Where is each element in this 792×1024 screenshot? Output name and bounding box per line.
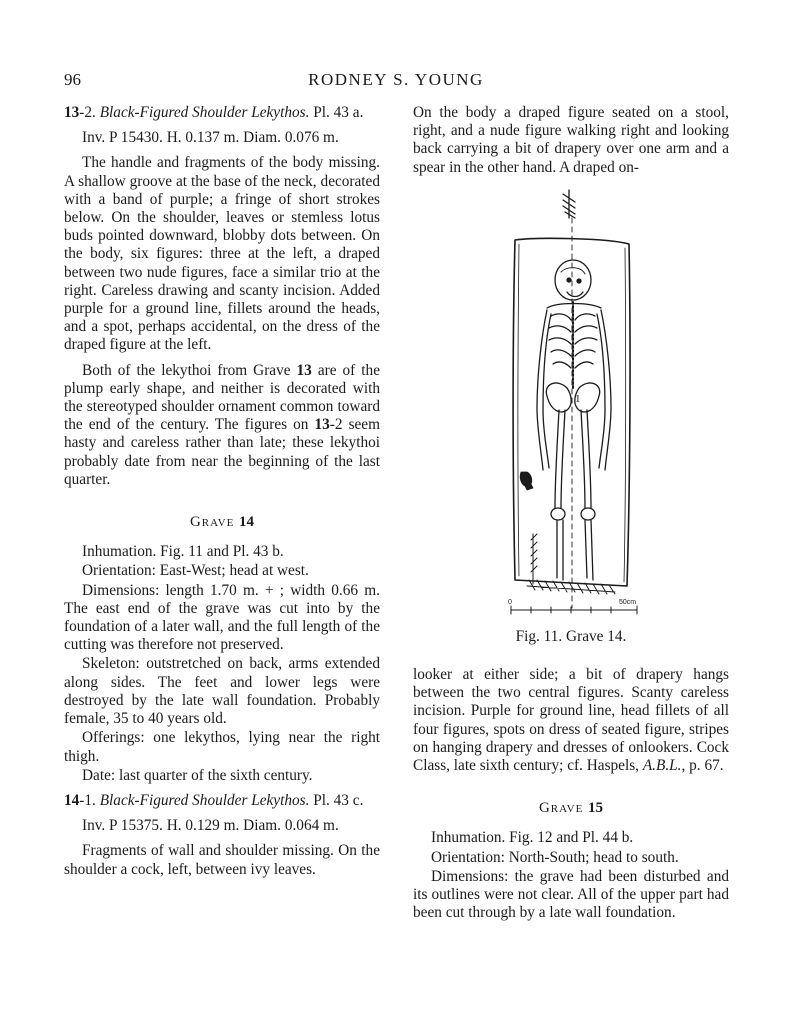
grave-14-heading — [64, 513, 380, 531]
grave-15-heading — [413, 799, 729, 817]
grave-15-dimensions: Dimensions: the grave had been disturbed and its outlines were not clear. All of the upper part had been cut through by a late wall foundation. — [413, 867, 729, 922]
grave-14-date: Date: last quarter of the sixth century. — [82, 766, 313, 784]
discussion-item-ref-suffix: -2 — [329, 416, 343, 434]
item-14-1-continuation — [413, 666, 729, 775]
item-13-2-heading — [64, 104, 380, 122]
grave-14-dimensions: Dimensions: length 1.70 m. + ; width 0.66 m. The east end of the grave was cut into by the foundation of a later wall, and the full length of the cutting was therefore not preserved. — [64, 581, 380, 654]
femur-left — [587, 410, 591, 508]
grave-15-heading-word: Grave — [538, 800, 584, 817]
scale-end-label: 50cm — [619, 599, 637, 606]
item-14-1-title: Black-Figured Shoulder Lekythos. — [99, 791, 310, 809]
grave-plan-svg — [497, 188, 647, 618]
discussion-part-3: seem hasty and careless rather than late; these lekythoi probably date from near the beginning of the last quarter. — [64, 416, 380, 488]
left-column — [64, 104, 380, 886]
wall-top — [563, 190, 575, 218]
item-14-1-suffix: -1. — [79, 791, 96, 809]
grave-14-heading-word: Grave — [189, 514, 235, 531]
skull — [555, 260, 591, 300]
figure-11-caption: Fig. 11. Grave 14. — [515, 628, 627, 645]
item-14-1-inventory: Inv. P 15375. H. 0.129 m. Diam. 0.064 m. — [82, 817, 339, 835]
grave-14-skeleton: Skeleton: outstretched on back, arms extended along sides. The feet and lower legs were destroyed by the late wall foundation. Probably female, 35 to 40 years old. — [64, 655, 380, 728]
grave-14-inhumation: Inhumation. Fig. 11 and Pl. 43 b. — [82, 543, 284, 561]
grave-14-drawing — [497, 188, 647, 618]
item-13-2-inventory: Inv. P 15430. H. 0.137 m. Diam. 0.076 m. — [82, 129, 339, 147]
continuation-ref: A.B.L. — [642, 757, 682, 775]
item-13-2-title: Black-Figured Shoulder Lekythos. — [99, 104, 310, 121]
femur-right — [555, 410, 559, 508]
item-13-2-id: 13 — [64, 104, 80, 121]
grave-14-orientation: Orientation: East-West; head at west. — [82, 562, 309, 580]
pelvis — [546, 383, 571, 412]
skeleton-numeral: 1 — [575, 393, 581, 405]
scale-bar — [511, 606, 637, 614]
discussion-part-1: Both of the lekythoi from Grave — [82, 361, 297, 379]
item-13-2-plate: Pl. 43 a. — [313, 104, 364, 121]
scale-zero-label: 0 — [508, 599, 512, 606]
discussion-item-ref: 13 — [314, 416, 330, 434]
item-13-1-continuation: On the body a draped figure seated on a stool, right, and a nude figure walking right and looking back carrying a bit of drapery over one arm and a spear in the other hand. A draped on- — [413, 104, 729, 176]
item-13-2-description: The handle and fragments of the body missing. A shallow groove at the base of the neck, decorated with a band of purple; a fringe of short strokes below. On the shoulder, leaves or stemless lotus buds pointed downward, blobby dots between. On the body, six figures: three at the left, a draped between two nude figures, face a similar trio at the right. Careless drawing and scanty incision. Added purple for a ground line, fillets around the heads, and a spot, perhaps accidental, on the dress of the draped figure at the left. — [64, 154, 380, 354]
item-14-1-description: Fragments of wall and shoulder missing. On the shoulder a cock, left, between ivy leaves. — [64, 842, 380, 878]
discussion-part-2: are of the plump early shape, and neither is decorated with the stereotyped shoulder ornament common toward the end of the century. The figures on — [64, 361, 380, 434]
right-column-bottom — [413, 666, 729, 929]
discussion-grave-ref: 13 — [296, 361, 312, 379]
item-13-2-suffix: -2. — [79, 104, 96, 121]
item-14-1-heading — [64, 792, 380, 810]
lekythos — [520, 472, 533, 490]
right-column-top — [413, 104, 729, 184]
item-14-1-plate: Pl. 43 c. — [313, 791, 364, 809]
item-14-1-id: 14 — [64, 791, 80, 809]
grave-15-inhumation: Inhumation. Fig. 12 and Pl. 44 b. — [431, 829, 634, 847]
grave-14-heading-number: 14 — [239, 514, 255, 531]
page-number: 96 — [64, 70, 81, 89]
continuation-part-1: looker at either side; a bit of drapery hangs between the two central figures. Scanty careless incision. Purple for ground line, head fillets of all four figures, spots on dress of seated figure, stripes on hanging drapery and dresses of onlookers. Cock Class, late sixth century; cf. Haspels, — [413, 666, 729, 775]
continuation-part-2: , p. 67. — [681, 757, 724, 775]
grave-15-heading-number: 15 — [588, 800, 604, 817]
lekythoi-discussion — [64, 362, 380, 489]
grave-14-offerings: Offerings: one lekythos, lying near the right thigh. — [64, 729, 380, 765]
grave-15-orientation: Orientation: North-South; head to south. — [431, 848, 679, 866]
running-title: RODNEY S. YOUNG — [308, 70, 484, 89]
